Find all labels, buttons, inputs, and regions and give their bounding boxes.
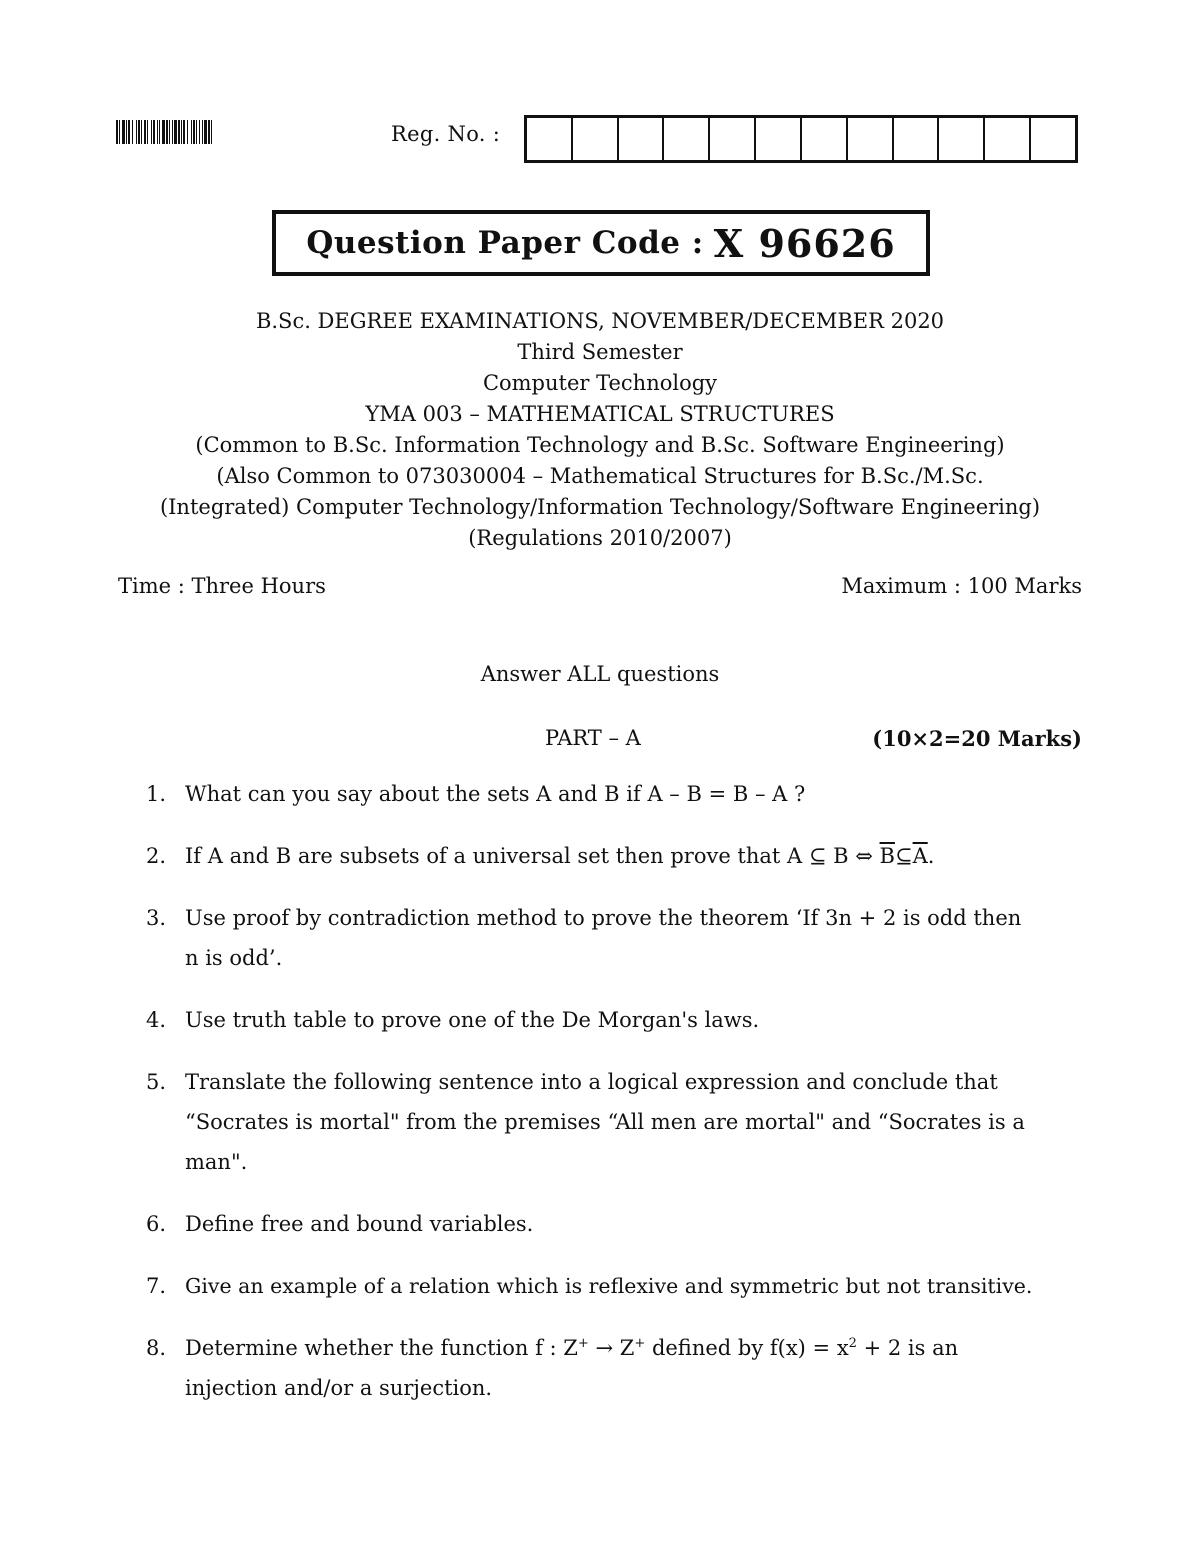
question-number: 2. — [146, 844, 167, 868]
question-item — [146, 898, 1086, 978]
question-number: 6. — [146, 1212, 167, 1236]
reg-no-digit-box — [985, 118, 1031, 160]
question-text: Translate the following sentence into a logical expression and conclude that “Socrates is mortal" from the premises “All men are mortal" and “Socrates is a man". — [185, 1070, 1025, 1174]
superscript-exponent: 2 — [848, 1336, 857, 1351]
question-item — [146, 1266, 1086, 1306]
common-note: (Common to B.Sc. Information Technology and B.Sc. Software Engineering) — [195, 433, 1005, 457]
reg-no-digit-box — [939, 118, 985, 160]
barcode-bar — [212, 120, 214, 144]
question-text-part: → Z — [588, 1336, 635, 1360]
reg-no-digit-box — [848, 118, 894, 160]
question-item — [146, 774, 1086, 814]
course-title: YMA 003 – MATHEMATICAL STRUCTURES — [365, 402, 835, 426]
question-item — [146, 1204, 1086, 1244]
question-paper-code-value: X 96626 — [713, 220, 896, 266]
superscript-plus: + — [634, 1336, 646, 1351]
question-paper-code-label: Question Paper Code : — [306, 225, 704, 261]
department: Computer Technology — [482, 371, 718, 395]
exam-header — [0, 306, 1200, 554]
question-item — [146, 836, 1086, 876]
question-text-part: defined by f(x) = x — [645, 1336, 849, 1360]
reg-no-label: Reg. No. : — [391, 122, 501, 146]
question-number: 1. — [146, 782, 167, 806]
question-list — [146, 774, 1086, 1430]
question-text: Define free and bound variables. — [185, 1212, 534, 1236]
reg-no-digit-box — [894, 118, 940, 160]
reg-no-boxes — [524, 115, 1078, 163]
semester: Third Semester — [517, 340, 683, 364]
exam-title: B.Sc. DEGREE EXAMINATIONS, NOVEMBER/DECEMBER 2020 — [255, 309, 945, 333]
complement-a: $\overline{A}$ — [912, 844, 928, 868]
question-number: 4. — [146, 1008, 167, 1032]
barcode — [116, 120, 214, 144]
subset-symbol: ⊆ — [894, 844, 913, 868]
reg-no-digit-box — [802, 118, 848, 160]
question-text: Use truth table to prove one of the De Morgan's laws. — [185, 1008, 760, 1032]
question-item — [146, 1328, 1086, 1408]
reg-no-digit-box — [1031, 118, 1075, 160]
question-paper-code-box — [272, 210, 930, 276]
question-text-part: If A and B are subsets of a universal set then prove that — [185, 844, 788, 868]
question-number: 7. — [146, 1274, 167, 1298]
reg-no-digit-box — [664, 118, 710, 160]
reg-no-digit-box — [527, 118, 573, 160]
question-text-part: + 2 is an injection and/or a surjection. — [185, 1336, 959, 1400]
question-text — [185, 1328, 1037, 1408]
question-item — [146, 1000, 1086, 1040]
math-end: . — [927, 844, 935, 868]
maximum-marks: Maximum : 100 Marks — [841, 574, 1082, 598]
question-item — [146, 1062, 1086, 1182]
question-text: What can you say about the sets A and B if A – B = B – A ? — [185, 782, 806, 806]
time-marks-row — [118, 574, 1082, 598]
reg-no-digit-box — [619, 118, 665, 160]
part-a-marks: (10×2=20 Marks) — [872, 726, 1082, 751]
question-text: Use proof by contradiction method to prove the theorem ‘If 3n + 2 is odd then n is odd’. — [185, 906, 1022, 970]
also-common-note-cont: (Integrated) Computer Technology/Information Technology/Software Engineering) — [159, 495, 1041, 519]
regulations: (Regulations 2010/2007) — [468, 526, 732, 550]
reg-no-digit-box — [573, 118, 619, 160]
time-allowed: Time : Three Hours — [118, 574, 326, 598]
reg-no-digit-box — [710, 118, 756, 160]
question-number: 5. — [146, 1070, 167, 1094]
question-number: 8. — [146, 1336, 167, 1360]
question-number: 3. — [146, 906, 167, 930]
complement-b: $\overline{B}$ — [879, 844, 895, 868]
math-part: A ⊆ B ⇔ — [787, 844, 880, 868]
also-common-note: (Also Common to 073030004 – Mathematical Structures for B.Sc./M.Sc. — [216, 464, 984, 488]
question-text — [185, 836, 1045, 876]
part-a-title: PART – A — [545, 726, 641, 750]
math-expression — [787, 844, 934, 868]
question-text: Give an example of a relation which is reflexive and symmetric but not transitive. — [185, 1274, 1033, 1298]
instruction: Answer ALL questions — [480, 662, 720, 686]
reg-no-digit-box — [756, 118, 802, 160]
question-text-part: Determine whether the function f : Z — [185, 1336, 578, 1360]
superscript-plus: + — [577, 1336, 589, 1351]
